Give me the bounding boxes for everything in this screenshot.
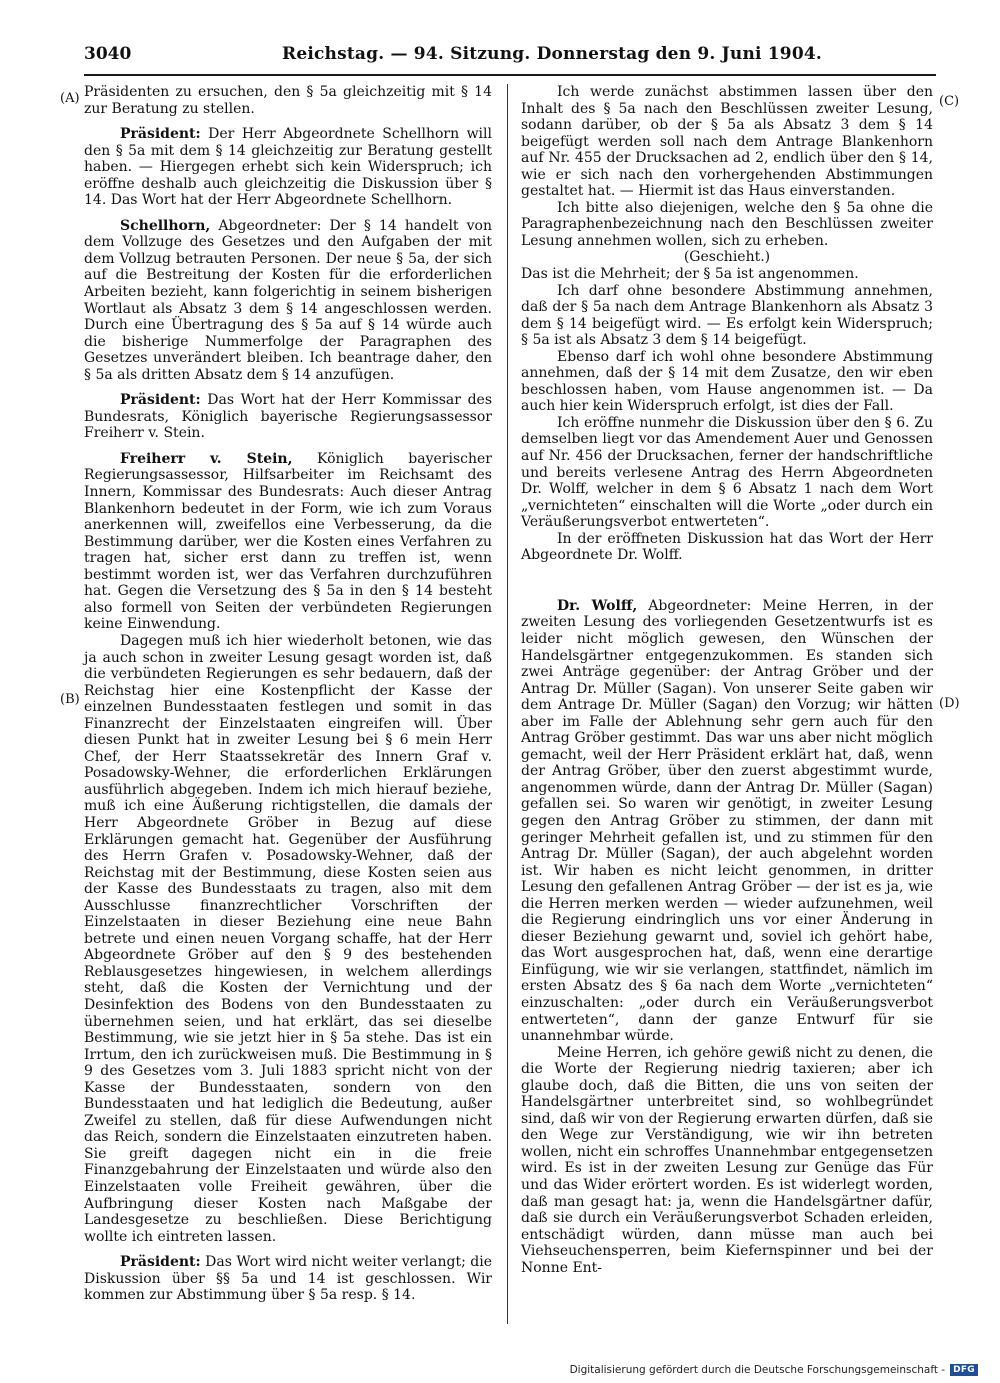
speaker-name: Freiherr v. Stein, xyxy=(120,450,293,467)
paragraph xyxy=(84,451,492,633)
paragraph-text: Ich bitte also diejenigen, welche den § 5a ohne die Paragraphenbezeichnung nach den Beschlüssen zweiter Lesung annehmen wollen, sich zu erheben. xyxy=(521,199,933,249)
paragraph-text: Ich eröffne nunmehr die Diskussion über den § 6. Zu demselben liegt vor das Amendement Auer und Genossen auf Nr. 456 der Drucksachen, ferner der handschriftliche und bereits verlesene Antrag des Herrn Abgeordneten Dr. Wolff, welcher in dem § 6 Absatz 1 nach dem Wort „vernichteten“ einschalten will die Worte „oder durch ein Veräußerungsverbot entwerteten“. xyxy=(521,414,933,531)
paragraph xyxy=(521,283,933,349)
paragraph xyxy=(84,392,492,442)
margin-mark-a: (A) xyxy=(60,91,80,106)
margin-mark-d: (D) xyxy=(939,696,960,711)
right-column xyxy=(521,84,933,1276)
paragraph-text: Das ist die Mehrheit; der § 5a ist angenommen. xyxy=(521,266,859,283)
paragraph xyxy=(521,415,933,531)
speaker-name: Präsident: xyxy=(120,1254,201,1271)
speaker-name: Schellhorn, xyxy=(120,217,211,234)
margin-mark-b: (B) xyxy=(60,692,80,707)
running-title: Reichstag. — 94. Sitzung. Donnerstag den 9. Juni 1904. xyxy=(282,44,823,64)
page-header xyxy=(84,44,934,70)
paragraph xyxy=(84,218,492,383)
header-rule xyxy=(84,74,936,76)
paragraph xyxy=(521,349,933,415)
paragraph-text: Das Wort hat der Herr Kommissar des Bundesrats, Königlich bayerische Regierungsassessor Freiherr v. Stein. xyxy=(84,392,492,442)
speaker-name: Präsident: xyxy=(120,126,201,143)
paragraph xyxy=(521,249,933,266)
paragraph xyxy=(521,200,933,250)
paragraph xyxy=(521,1045,933,1277)
paragraph-text: Präsidenten zu ersuchen, den § 5a gleichzeitig mit § 14 zur Beratung zu stellen. xyxy=(84,84,492,117)
page-number: 3040 xyxy=(84,44,132,64)
paragraph-text: Meine Herren, ich gehöre gewiß nicht zu denen, die die Worte der Regierung niedrig taxieren; aber ich glaube doch, daß die Bitten, die uns von seiten der Handelsgärtner unterbreitet sind, so wohlbegründet sind, daß wir von der Regierung erwarten dürfen, daß sie den Wege zur Verständigung, wie wir ihn betreten wollen, nicht ein schroffes Unannehmbar entgegensetzen wird. Es ist in der zweiten Lesung zur Genüge das Für und das Wider erörtert worden. Es ist widerlegt worden, daß man gesagt hat: ja, wenn die Handelsgärtner dafür, daß sie durch ein Veräußerungsverbot Schaden erleiden, entschädigt würden, dann müsse man auch bei Viehseuchensperren, beim Kiefernspinner und bei der Nonne Ent- xyxy=(521,1044,933,1276)
paragraph-text: (Geschieht.) xyxy=(683,249,771,266)
paragraph-text: Das Wort wird nicht weiter verlangt; die Diskussion über §§ 5a und 14 ist geschlossen. Wir kommen zur Abstimmung über § 5a resp. § 14. xyxy=(84,1254,492,1304)
paragraph xyxy=(84,84,492,117)
paragraph-text: Abgeordneter: Der § 14 handelt von dem Vollzuge des Gesetzes und den Aufgaben der mit dem Vollzug betrauten Personen. Der neue § 5a, der sich auf die Bestreitung der Kosten für die erforderlichen Arbeiten bezieht, kann folgerichtig in seinem bisherigen Wortlaut als Absatz 3 dem § 14 angeschlossen werden. Durch eine Übertragung des § 5a auf § 14 würde auch die bisherige Nummerfolge der Paragraphen des Gesetzes unverändert bleiben. Ich beantrage daher, den § 5a als dritten Absatz dem § 14 anzufügen. xyxy=(84,217,492,383)
margin-mark-c: (C) xyxy=(939,94,960,109)
paragraph-text: Ebenso darf ich wohl ohne besondere Abstimmung annehmen, daß der § 14 mit dem Zusatze, den wir eben beschlossen haben, vom Hause angenommen ist. — Da auch hier kein Widerspruch erfolgt, ist dies der Fall. xyxy=(521,348,933,415)
paragraph xyxy=(521,266,933,283)
paragraph-text: Dagegen muß ich hier wiederholt betonen, wie das ja auch schon in zweiter Lesung gesagt worden ist, daß die verbündeten Regierungen es sehr bedauern, daß der Reichstag hier eine Kostenpflicht der Kasse der einzelnen Bundesstaaten festlegen und somit in das Finanzrecht der Einzelstaaten eingreifen will. Über diesen Punkt hat in zweiter Lesung bei § 6 mein Herr Chef, der Herr Staatssekretär des Innern Graf v. Posadowsky-Wehner, die erforderlichen Erklärungen ausführlich abgegeben. Indem ich mich hierauf beziehe, muß ich eine Äußerung richtigstellen, die damals der Herr Abgeordnete Gröber in Bezug auf diese Erklärungen gemacht hat. Gegenüber der Ausführung des Herrn Grafen v. Posadowsky-Wehner, daß der Reichstag mit der Bestimmung, diese Kosten seien aus der Kasse des Bundesstaats zu tragen, also mit dem Ausschlusse finanzrechtlicher Vorschriften der Einzelstaaten in dieser Beziehung eine neue Bahn betrete und einen neuen Vorgang schaffe, hat der Herr Abgeordnete Gröber auf den § 9 des bestehenden Reblausgesetzes hingewiesen, in welchem allerdings steht, daß die Kosten der Vernichtung und der Desinfektion des Bodens von den Bundesstaaten zu übernehmen seien, und hat erklärt, das sei dieselbe Bestimmung, wie sie jetzt hier in § 5a stehe. Das ist ein Irrtum, den ich zurückweisen muß. Die Bestimmung in § 9 des Gesetzes vom 3. Juli 1883 spricht nicht von der Kasse der Bundesstaaten, sondern von den Bundesstaaten und hat lediglich die Bedeutung, außer Zweifel zu stellen, daß für diese Aufwendungen nicht das Reich, sondern die Einzelstaaten einzutreten haben. Sie greift dagegen nicht ein in die freie Finanzgebahrung der Einzelstaaten und würde also den Einzelstaaten volle Freiheit gewähren, über die Aufbringung dieser Kosten nach Maßgabe der Landesgesetze zu beschließen. Diese Berichtigung wollte ich eintreten lassen. xyxy=(84,632,492,1245)
left-column xyxy=(84,84,492,1304)
paragraph-text: Ich darf ohne besondere Abstimmung annehmen, daß der § 5a nach dem Antrage Blankenhorn als Absatz 3 dem § 14 beigefügt wird. — Es erfolgt kein Widerspruch; § 5a ist als Absatz 3 dem § 14 beigefügt. xyxy=(521,282,933,349)
speaker-name: Präsident: xyxy=(120,392,201,409)
paragraph-text: Der Herr Abgeordnete Schellhorn will den § 5a mit dem § 14 gleichzeitig zur Beratung gestellt haben. — Hiergegen erhebt sich kein Widerspruch; ich eröffne deshalb auch gleichzeitig die Diskussion über § 14. Das Wort hat der Herr Abgeordnete Schellhorn. xyxy=(84,126,492,209)
paragraph-text: Abgeordneter: Meine Herren, in der zweiten Lesung des vorliegenden Gesetzentwurfs ist es leider nicht möglich gewesen, den Wünschen der Handelsgärtner entgegenzukommen. Es standen sich zwei Anträge gegenüber: der Antrag Gröber und der Antrag Dr. Müller (Sagan). Von unserer Seite gaben wir dem Antrage Dr. Müller (Sagan) den Vorzug; wir hätten aber im Falle der Ablehnung sehr gern auch für den Antrag Gröber gestimmt. Das war uns aber nicht möglich gemacht, weil der Herr Präsident erklärt hat, daß, wenn der Antrag Gröber, über den zuerst abgestimmt wurde, angenommen würde, dann der Antrag Dr. Müller (Sagan) gefallen sei. So waren wir genötigt, in zweiter Lesung gegen den Antrag Gröber zu stimmen, der dann mit geringer Mehrheit gefallen ist, und zu stimmen für den Antrag Dr. Müller (Sagan), der auch abgelehnt worden ist. Wir haben es nicht leicht genommen, in dritter Lesung den gefallenen Antrag Gröber — der ist es ja, wie die Herren merken werden — wieder aufzunehmen, weil die Regierung eindringlich uns vor einer Änderung in dieser Beziehung gewarnt und, soviel ich gehört habe, das Wort ausgesprochen hat, daß, wenn eine derartige Einfügung, wie wir sie verlangen, stattfindet, nämlich im ersten Absatz des § 6a nach dem Worte „vernichteten“ einzuschalten: „oder durch ein Veräußerungsverbot entwerteten“, dann der ganze Entwurf für sie unannehmbar würde. xyxy=(521,597,933,1045)
paragraph xyxy=(84,1254,492,1304)
paragraph xyxy=(521,598,933,1045)
speaker-name: Dr. Wolff, xyxy=(557,597,638,614)
page-footer xyxy=(570,1364,978,1376)
paragraph-text: In der eröffneten Diskussion hat das Wort der Herr Abgeordnete Dr. Wolff. xyxy=(521,530,933,564)
footer-text: Digitalisierung gefördert durch die Deutsche Forschungsgemeinschaft - xyxy=(569,1364,946,1376)
paragraph xyxy=(84,633,492,1245)
paragraph xyxy=(84,126,492,209)
paragraph-text: Ich werde zunächst abstimmen lassen über den Inhalt des § 5a nach den Beschlüssen zweiter Lesung, sodann darüber, ob der § 5a als Absatz 3 dem § 14 beigefügt werden soll nach dem Antrage Blankenhorn auf Nr. 455 der Drucksachen ad 2, endlich über den § 14, wie er sich nach den vorhergehenden Abstimmungen gestaltet hat. — Hiermit ist das Haus einverstanden. xyxy=(521,84,933,200)
paragraph xyxy=(521,84,933,200)
column-divider xyxy=(507,84,508,1324)
paragraph-text: Königlich bayerischer Regierungsassessor, Hilfsarbeiter im Reichsamt des Innern, Kommissar des Bundesrats: Auch dieser Antrag Blankenhorn bedeutet in der Form, wie ich zum Voraus anerkennen will, zweifellos eine Verbesserung, da die Bestimmung darüber, wer die Kosten eines Verfahren zu tragen hat, sicher erst dann zu treffen ist, wenn bestimmt worden ist, wer das Verfahren durchzuführen hat. Gegen die Versetzung des § 5a in den § 14 besteht also formell von Seiten der verbündeten Regierungen keine Einwendung. xyxy=(84,450,492,633)
dfg-logo-icon: DFG xyxy=(950,1364,978,1376)
paragraph xyxy=(521,531,933,564)
